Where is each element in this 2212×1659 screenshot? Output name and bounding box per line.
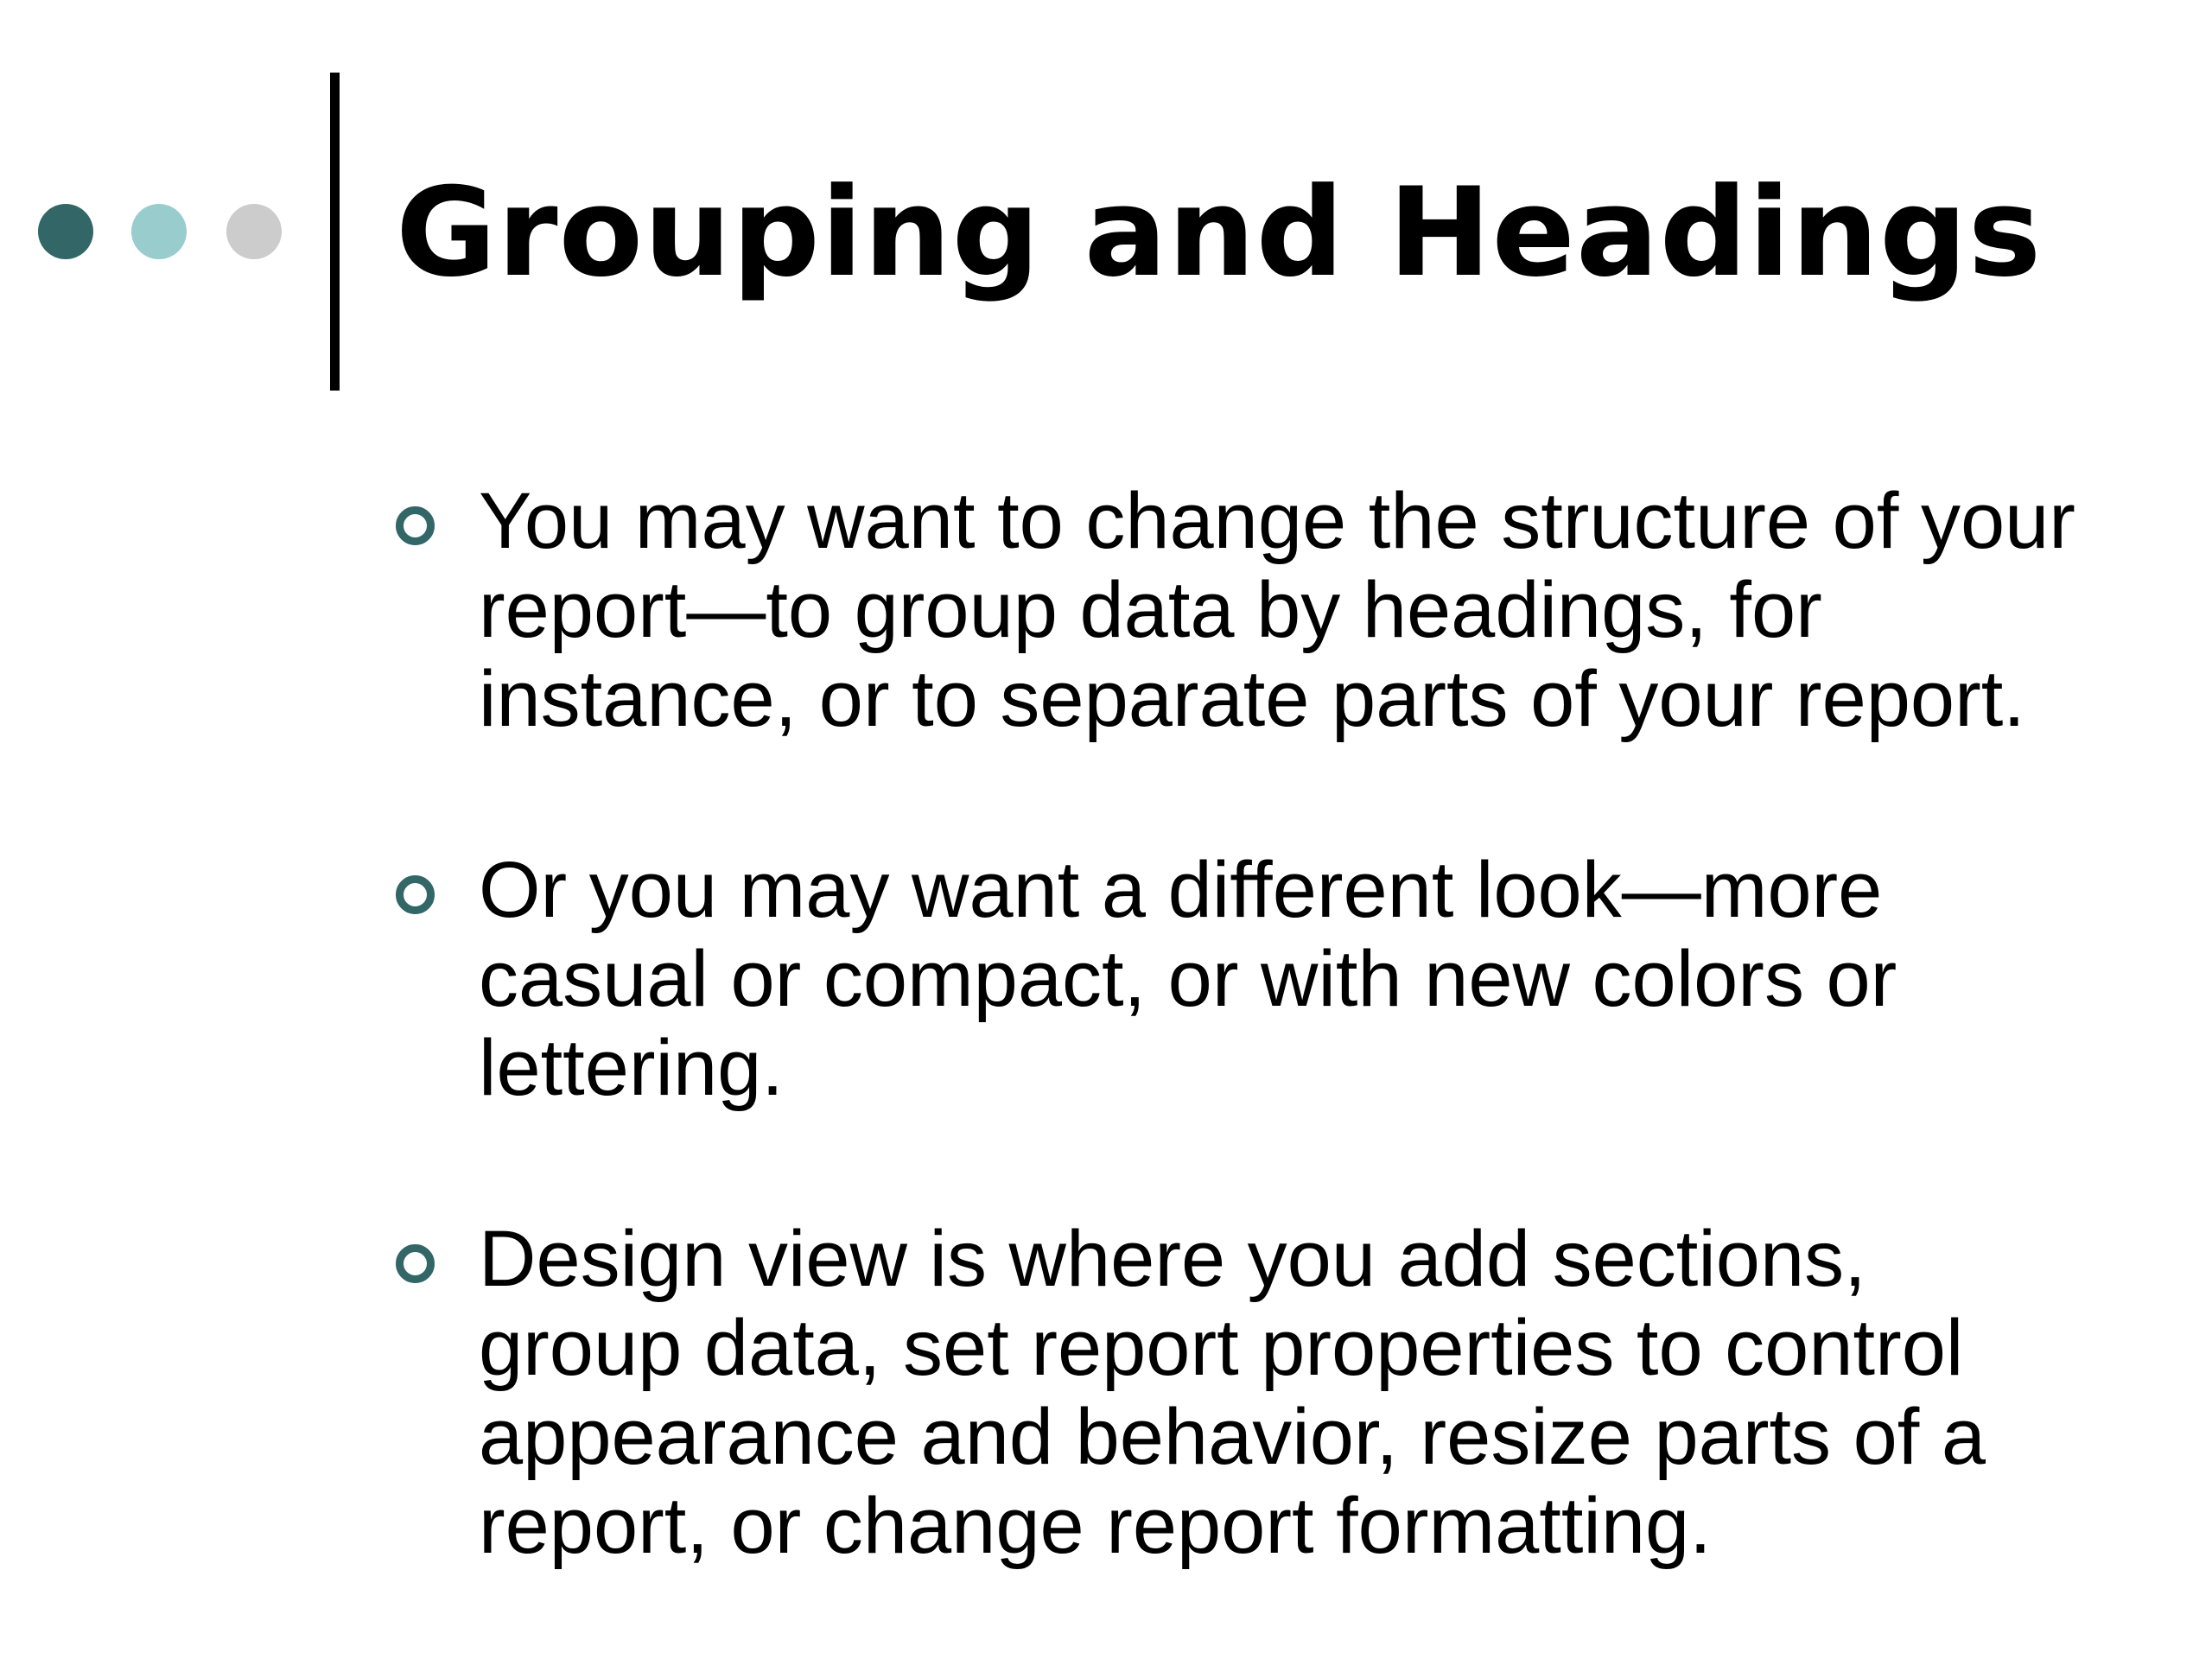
bullet-circle-icon: [396, 875, 435, 914]
title-divider: [330, 73, 340, 391]
bullet-item: [396, 477, 2089, 744]
bullet-item: [396, 846, 2089, 1113]
decorative-dot-dark-icon: [38, 204, 93, 259]
bullet-text: You may want to change the structure of your report—to group data by headings, for instance, or to separate parts of your report.: [479, 477, 2075, 743]
bullet-text: Design view is where you add sections, group data, set report properties to control appearance and behavior, resize parts of a report, or change report formatting.: [479, 1215, 1986, 1570]
slide-title: Grouping and Headings: [396, 162, 2043, 304]
bullet-list: [396, 477, 2089, 1571]
bullet-circle-icon: [396, 506, 435, 545]
bullet-text: Or you may want a different look—more casual or compact, or with new colors or lettering.: [479, 846, 1897, 1112]
decorative-dot-gray-icon: [226, 204, 282, 259]
bullet-circle-icon: [396, 1244, 435, 1283]
bullet-item: [396, 1215, 2089, 1571]
decorative-dot-light-icon: [131, 204, 187, 259]
